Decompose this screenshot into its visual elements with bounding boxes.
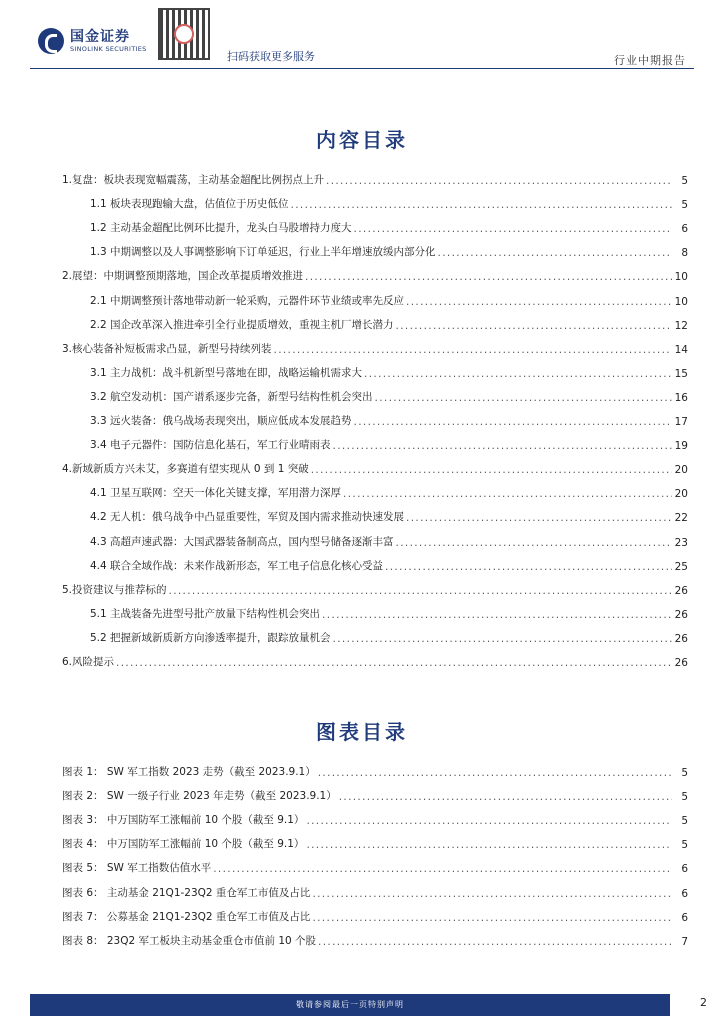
qr-code-icon[interactable] [158,8,210,60]
toc-entry-label: 4.1 卫星互联网：空天一体化关键支撑，军用潜力深厚 [90,487,342,500]
logo-name-cn: 国金证券 [70,28,130,45]
toc-leader-dots [354,416,672,428]
toc-leader-dots [318,936,672,948]
toc-entry-page: 25 [674,560,688,573]
page-footer [0,994,724,1024]
toc-entry-label: 2.1 中期调整预计落地带动新一轮采购，元器件环节业绩或率先反应 [90,294,405,307]
toc-entry-page: 6 [681,887,688,900]
toc-leader-dots [406,512,672,524]
toc-entry-label: 1.复盘：板块表现宽幅震荡，主动基金超配比例拐点上升 [62,174,325,186]
header-divider [30,68,694,69]
toc-entry-page: 26 [674,632,688,645]
toc-entry-page: 6 [681,911,688,924]
toc-leader-dots [339,791,672,803]
toc-entry-page: 14 [674,343,688,356]
toc-entry-page: 26 [674,608,688,621]
toc-leader-dots [306,839,672,851]
toc-title: 内容目录 [316,128,408,152]
toc-entry-label: 图表 3： 中万国防军工涨幅前 10 个股（截至 9.1） [62,814,305,827]
toc-leader-dots [354,223,672,235]
toc-entry[interactable] [62,267,688,283]
toc-leader-dots [326,175,672,187]
toc-leader-dots [396,320,672,332]
toc-entry-label: 1.2 主动基金超配比例环比提升，龙头白马股增持力度大 [90,222,352,235]
toc-entry[interactable] [62,932,688,948]
toc-entry-label: 图表 5： SW 军工指数估值水平 [62,862,212,875]
toc-entry[interactable] [62,811,688,827]
toc-entry[interactable] [62,884,688,900]
toc-entry-page: 26 [674,657,688,669]
toc-entry[interactable] [62,581,688,597]
toc-entry[interactable] [90,605,688,621]
toc-entry-label: 图表 6： 主动基金 21Q1-23Q2 重仓军工市值及占比 [62,886,311,899]
toc-leader-dots [312,912,672,924]
toc-entry-page: 22 [674,512,688,525]
toc-entry-page: 5 [681,815,688,828]
toc-entry-label: 2.2 国企改革深入推进牵引全行业提质增效，重视主机厂增长潜力 [90,318,394,331]
toc-entry-page: 5 [681,199,688,212]
toc-entry-label: 图表 8： 23Q2 军工板块主动基金重仓市值前 10 个股 [62,934,317,947]
toc-entry-page: 5 [681,175,688,187]
toc-leader-dots [274,344,672,356]
footer-disclaimer: 敬请参阅最后一页特别声明 [30,994,670,1016]
qr-caption: 扫码获取更多服务 [227,50,315,63]
toc-entry[interactable] [90,388,688,404]
toc-leader-dots [396,537,672,549]
toc-entry-label: 5.投资建议与推荐标的 [62,583,167,596]
logo-name-en: SINOLINK SECURITIES [70,44,147,53]
toc-leader-dots [116,657,672,669]
toc-entry-label: 4.新域新质方兴未艾，多赛道有望实现从 0 到 1 突破 [62,463,309,476]
toc-entry[interactable] [62,859,688,875]
toc-entry[interactable] [90,436,688,452]
toc-entry-label: 3.4 电子元器件：国防信息化基石，军工行业晴雨表 [90,439,331,452]
toc-entry[interactable] [90,364,688,380]
toc-leader-dots [318,767,672,779]
toc-entry-page: 15 [674,367,688,380]
page-number: 2 [700,996,707,1009]
toc-leader-dots [333,440,672,452]
toc-entry-page: 19 [674,440,688,453]
logo-icon [38,28,64,54]
toc-entry-label: 3.2 航空发动机：国产谱系逐步完备，新型号结构性机会突出 [90,390,373,403]
toc-entry[interactable] [90,484,688,500]
toc-entry-page: 8 [681,247,688,260]
toc-entry[interactable] [90,243,688,259]
toc-leader-dots [169,585,672,597]
toc-entry-page: 5 [681,767,688,779]
toc-entry[interactable] [90,629,688,645]
toc-entry-label: 4.3 高超声速武器：大国武器装备制高点，国内型号储备逐渐丰富 [90,535,394,548]
toc-entry[interactable] [90,316,688,332]
toc-entry[interactable] [90,292,688,308]
toc-entry-page: 16 [674,391,688,404]
toc-entry-label: 3.1 主力战机：战斗机新型号落地在即，战略运输机需求大 [90,366,363,379]
toc-leader-dots [305,271,672,283]
toc-leader-dots [322,609,672,621]
toc-entry[interactable] [90,195,688,211]
toc-entry-page: 26 [674,584,688,597]
company-logo [38,28,147,54]
toc-entry-label: 1.1 板块表现跑输大盘，估值位于历史低位 [90,198,289,211]
toc-entry-label: 图表 2： SW 一级子行业 2023 年走势（截至 2023.9.1） [62,790,337,803]
toc-entry-page: 5 [681,839,688,852]
toc-entry-page: 5 [681,791,688,804]
figures-title: 图表目录 [316,720,408,744]
toc-leader-dots [311,464,672,476]
toc-entry-label: 4.2 无人机：俄乌战争中凸显重要性，军贸及国内需求推动快速发展 [90,511,405,524]
toc-leader-dots [343,488,672,500]
toc-leader-dots [375,392,672,404]
toc-entry[interactable] [62,171,688,187]
toc-leader-dots [406,296,672,308]
toc-entry-page: 12 [674,319,688,332]
toc-entry-label: 1.3 中期调整以及人事调整影响下订单延迟，行业上半年增速放缓内部分化 [90,246,436,259]
toc-entry-label: 图表 4： 中万国防军工涨幅前 10 个股（截至 9.1） [62,838,305,851]
toc-entry-page: 7 [681,935,688,948]
toc-entry[interactable] [90,412,688,428]
toc-entry-label: 图表 1： SW 军工指数 2023 走势（截至 2023.9.1） [62,766,316,778]
toc-entry-page: 6 [681,223,688,236]
toc-entry[interactable] [62,787,688,803]
toc-leader-dots [312,888,672,900]
toc-entry-page: 6 [681,863,688,876]
toc-entry-label: 5.2 把握新域新质新方向渗透率提升，跟踪放量机会 [90,631,331,644]
toc-entry-label: 3.核心装备补短板需求凸显，新型号持续列装 [62,342,272,355]
toc-entry[interactable] [62,908,688,924]
report-type-label: 行业中期报告 [614,54,686,67]
toc-entry[interactable] [62,835,688,851]
toc-leader-dots [306,815,672,827]
toc-entry[interactable] [90,508,688,524]
toc-entry-page: 20 [674,464,688,477]
toc-leader-dots [385,561,672,573]
toc-entry-page: 23 [674,536,688,549]
toc-entry-label: 3.3 远火装备：俄乌战场表现突出，顺应低成本发展趋势 [90,415,352,427]
toc-entry[interactable] [62,653,688,669]
toc-entry[interactable] [62,763,688,779]
toc-entry-page: 10 [674,295,688,308]
toc-entry-label: 2.展望：中期调整预期落地，国企改革提质增效推进 [62,270,304,283]
toc-entry[interactable] [62,460,688,476]
toc-entry-label: 5.1 主战装备先进型号批产放量下结构性机会突出 [90,607,321,620]
toc-leader-dots [333,633,672,645]
toc-entry-page: 17 [674,416,688,428]
toc-entry-page: 20 [674,488,688,501]
toc-entry-label: 6.风险提示 [62,656,115,668]
toc-entry[interactable] [90,219,688,235]
toc-entry[interactable] [90,557,688,573]
toc-entry[interactable] [62,340,688,356]
toc-entry[interactable] [90,533,688,549]
toc-entry-label: 4.4 联合全域作战：未来作战新形态，军工电子信息化核心受益 [90,559,384,572]
toc-entry-label: 图表 7： 公募基金 21Q1-23Q2 重仓军工市值及占比 [62,910,311,923]
toc-leader-dots [438,247,672,259]
toc-leader-dots [364,368,672,380]
toc-leader-dots [213,863,672,875]
page-header [0,0,724,70]
toc-entry-page: 10 [674,271,688,284]
toc-leader-dots [291,199,672,211]
